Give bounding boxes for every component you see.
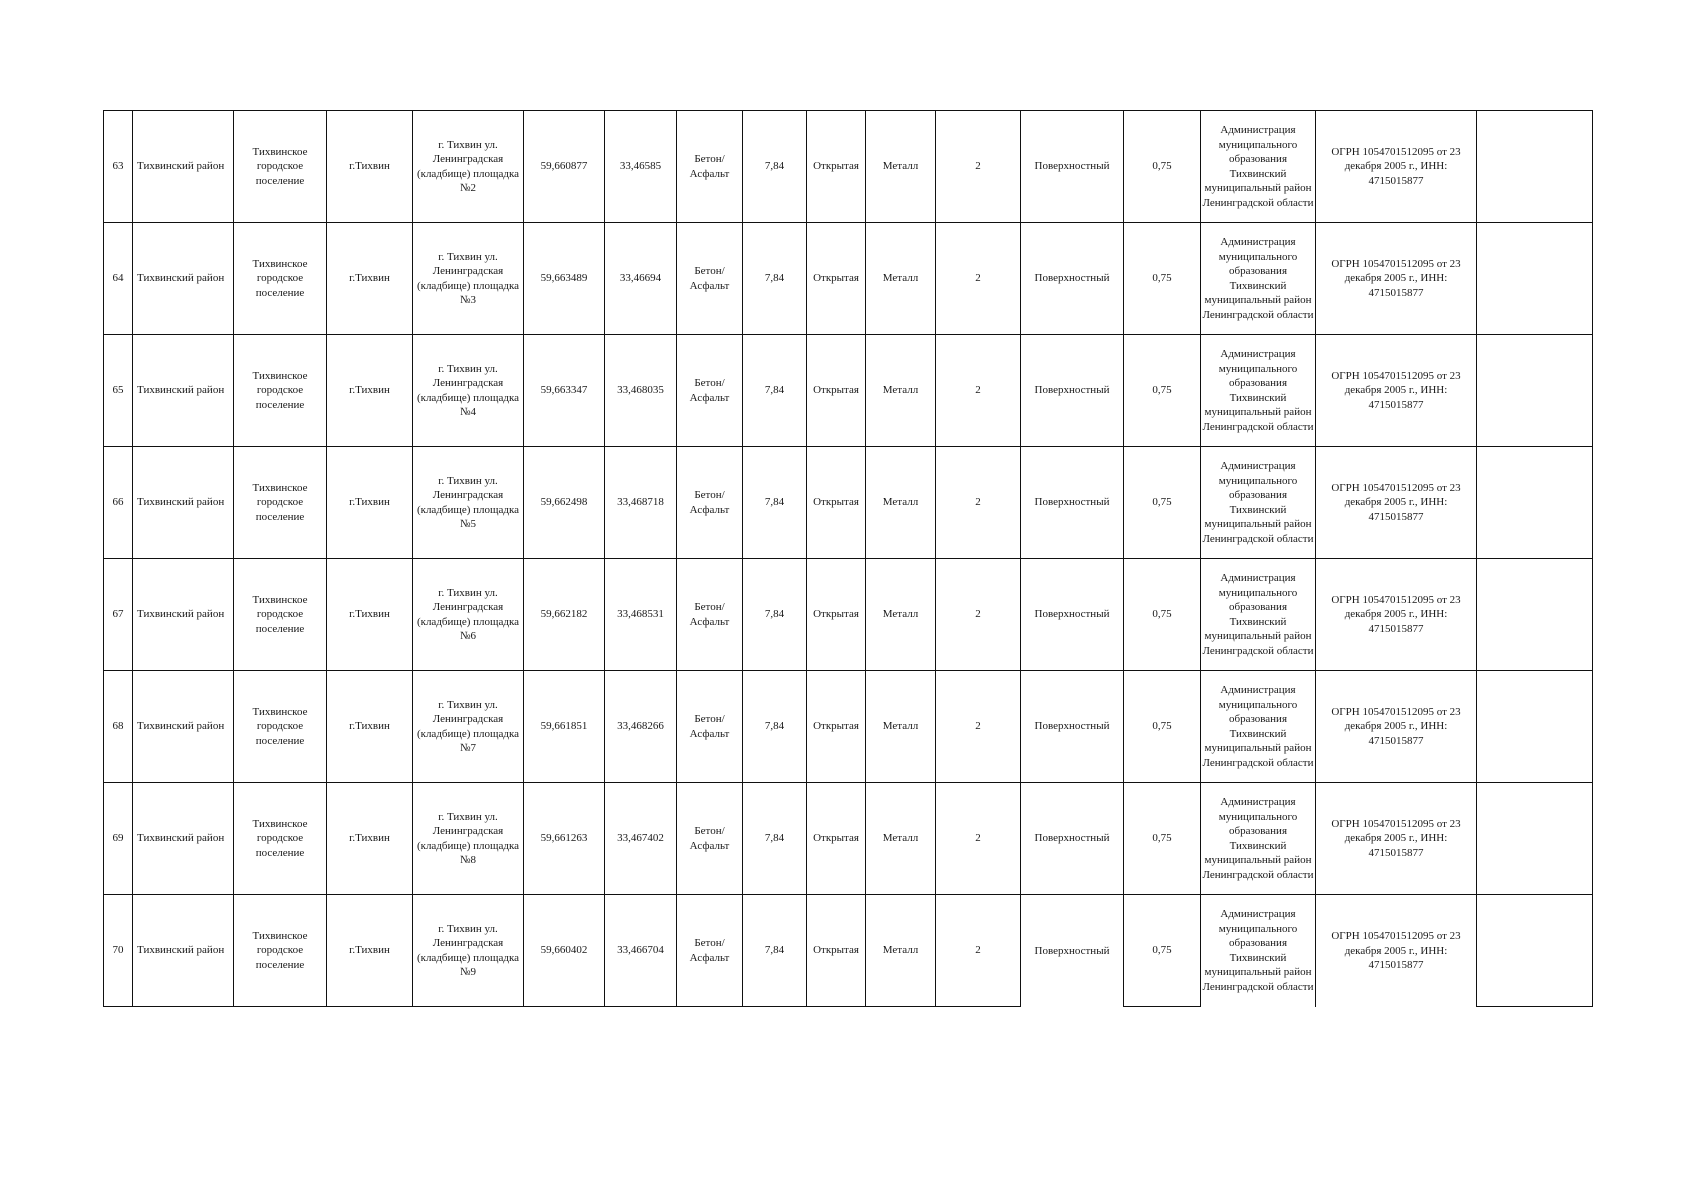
cell-area: 7,84 <box>743 783 807 895</box>
cell-volume: 0,75 <box>1124 783 1201 895</box>
table-row <box>104 447 1593 559</box>
cell-material: Металл <box>866 335 936 447</box>
cell-latitude: 59,663489 <box>524 223 605 335</box>
cell-site-type: Открытая <box>807 671 866 783</box>
cell-collection-method: Поверхностный <box>1021 783 1124 895</box>
cell-district: Тихвинский район <box>133 335 234 447</box>
cell-note <box>1477 559 1593 671</box>
cell-site-type: Открытая <box>807 783 866 895</box>
cell-settlement: Тихвинское городское поселение <box>234 895 327 1007</box>
cell-ogrn: ОГРН 1054701512095 от 23 декабря 2005 г., ИНН: 4715015877 <box>1316 783 1477 895</box>
cell-owner: Администрация муниципального образования Тихвинский муниципальный район Ленинградской области <box>1201 447 1316 559</box>
cell-district: Тихвинский район <box>133 223 234 335</box>
cell-ogrn: ОГРН 1054701512095 от 23 декабря 2005 г., ИНН: 4715015877 <box>1316 223 1477 335</box>
cell-surface: Бетон/Асфальт <box>677 223 743 335</box>
cell-settlement: Тихвинское городское поселение <box>234 559 327 671</box>
cell-row-number: 66 <box>104 447 133 559</box>
cell-address: г. Тихвин ул. Ленинградская (кладбище) площадка №5 <box>413 447 524 559</box>
cell-collection-method: Поверхностный <box>1021 447 1124 559</box>
cell-owner: Администрация муниципального образования Тихвинский муниципальный район Ленинградской области <box>1201 111 1316 223</box>
cell-container-count: 2 <box>936 671 1021 783</box>
cell-material: Металл <box>866 559 936 671</box>
cell-material: Металл <box>866 447 936 559</box>
cell-settlement: Тихвинское городское поселение <box>234 447 327 559</box>
cell-city: г.Тихвин <box>327 783 413 895</box>
cell-district: Тихвинский район <box>133 559 234 671</box>
cell-latitude: 59,662182 <box>524 559 605 671</box>
cell-volume: 0,75 <box>1124 447 1201 559</box>
table-row <box>104 335 1593 447</box>
cell-latitude: 59,660402 <box>524 895 605 1007</box>
cell-longitude: 33,467402 <box>605 783 677 895</box>
cell-district: Тихвинский район <box>133 895 234 1007</box>
cell-container-count: 2 <box>936 895 1021 1007</box>
cell-owner: Администрация муниципального образования Тихвинский муниципальный район Ленинградской области <box>1201 559 1316 671</box>
cell-material: Металл <box>866 671 936 783</box>
cell-longitude: 33,468266 <box>605 671 677 783</box>
cell-area: 7,84 <box>743 335 807 447</box>
waste-sites-table <box>103 110 1593 1007</box>
cell-container-count: 2 <box>936 783 1021 895</box>
table-row <box>104 559 1593 671</box>
cell-city: г.Тихвин <box>327 447 413 559</box>
cell-volume: 0,75 <box>1124 111 1201 223</box>
cell-longitude: 33,468035 <box>605 335 677 447</box>
cell-row-number: 63 <box>104 111 133 223</box>
cell-site-type: Открытая <box>807 111 866 223</box>
cell-owner: Администрация муниципального образования Тихвинский муниципальный район Ленинградской области <box>1201 335 1316 447</box>
cell-area: 7,84 <box>743 223 807 335</box>
cell-surface: Бетон/Асфальт <box>677 559 743 671</box>
cell-surface: Бетон/Асфальт <box>677 895 743 1007</box>
cell-volume: 0,75 <box>1124 223 1201 335</box>
cell-district: Тихвинский район <box>133 447 234 559</box>
cell-address: г. Тихвин ул. Ленинградская (кладбище) площадка №3 <box>413 223 524 335</box>
cell-container-count: 2 <box>936 223 1021 335</box>
cell-container-count: 2 <box>936 447 1021 559</box>
cell-settlement: Тихвинское городское поселение <box>234 335 327 447</box>
table-row <box>104 671 1593 783</box>
cell-latitude: 59,663347 <box>524 335 605 447</box>
cell-district: Тихвинский район <box>133 783 234 895</box>
cell-surface: Бетон/Асфальт <box>677 671 743 783</box>
cell-area: 7,84 <box>743 447 807 559</box>
cell-surface: Бетон/Асфальт <box>677 111 743 223</box>
cell-owner: Администрация муниципального образования Тихвинский муниципальный район Ленинградской области <box>1201 671 1316 783</box>
cell-collection-method: Поверхностный <box>1021 671 1124 783</box>
cell-district: Тихвинский район <box>133 671 234 783</box>
cell-longitude: 33,46585 <box>605 111 677 223</box>
cell-settlement: Тихвинское городское поселение <box>234 111 327 223</box>
cell-latitude: 59,661851 <box>524 671 605 783</box>
cell-container-count: 2 <box>936 559 1021 671</box>
cell-owner: Администрация муниципального образования Тихвинский муниципальный район Ленинградской области <box>1201 895 1316 1007</box>
cell-latitude: 59,660877 <box>524 111 605 223</box>
cell-owner: Администрация муниципального образования Тихвинский муниципальный район Ленинградской области <box>1201 223 1316 335</box>
cell-city: г.Тихвин <box>327 559 413 671</box>
cell-settlement: Тихвинское городское поселение <box>234 783 327 895</box>
cell-site-type: Открытая <box>807 895 866 1007</box>
cell-area: 7,84 <box>743 559 807 671</box>
cell-city: г.Тихвин <box>327 223 413 335</box>
cell-address: г. Тихвин ул. Ленинградская (кладбище) площадка №6 <box>413 559 524 671</box>
cell-ogrn: ОГРН 1054701512095 от 23 декабря 2005 г., ИНН: 4715015877 <box>1316 335 1477 447</box>
cell-settlement: Тихвинское городское поселение <box>234 223 327 335</box>
table-row <box>104 895 1593 1007</box>
cell-collection-method: Поверхностный <box>1021 335 1124 447</box>
cell-ogrn: ОГРН 1054701512095 от 23 декабря 2005 г., ИНН: 4715015877 <box>1316 447 1477 559</box>
cell-material: Металл <box>866 223 936 335</box>
cell-row-number: 69 <box>104 783 133 895</box>
cell-ogrn: ОГРН 1054701512095 от 23 декабря 2005 г., ИНН: 4715015877 <box>1316 111 1477 223</box>
cell-address: г. Тихвин ул. Ленинградская (кладбище) площадка №8 <box>413 783 524 895</box>
cell-city: г.Тихвин <box>327 335 413 447</box>
cell-address: г. Тихвин ул. Ленинградская (кладбище) площадка №2 <box>413 111 524 223</box>
cell-volume: 0,75 <box>1124 671 1201 783</box>
cell-collection-method: Поверхностный <box>1021 559 1124 671</box>
cell-row-number: 68 <box>104 671 133 783</box>
cell-surface: Бетон/Асфальт <box>677 447 743 559</box>
cell-collection-method: Поверхностный <box>1021 895 1124 1007</box>
cell-note <box>1477 895 1593 1007</box>
cell-latitude: 59,661263 <box>524 783 605 895</box>
cell-row-number: 67 <box>104 559 133 671</box>
cell-longitude: 33,468718 <box>605 447 677 559</box>
cell-row-number: 64 <box>104 223 133 335</box>
cell-container-count: 2 <box>936 111 1021 223</box>
cell-latitude: 59,662498 <box>524 447 605 559</box>
cell-collection-method: Поверхностный <box>1021 223 1124 335</box>
table-body <box>104 111 1593 1007</box>
cell-area: 7,84 <box>743 671 807 783</box>
cell-volume: 0,75 <box>1124 559 1201 671</box>
cell-ogrn: ОГРН 1054701512095 от 23 декабря 2005 г., ИНН: 4715015877 <box>1316 671 1477 783</box>
cell-material: Металл <box>866 895 936 1007</box>
cell-longitude: 33,46694 <box>605 223 677 335</box>
cell-address: г. Тихвин ул. Ленинградская (кладбище) площадка №7 <box>413 671 524 783</box>
cell-settlement: Тихвинское городское поселение <box>234 671 327 783</box>
cell-container-count: 2 <box>936 335 1021 447</box>
cell-surface: Бетон/Асфальт <box>677 335 743 447</box>
cell-ogrn: ОГРН 1054701512095 от 23 декабря 2005 г., ИНН: 4715015877 <box>1316 895 1477 1007</box>
cell-site-type: Открытая <box>807 335 866 447</box>
cell-note <box>1477 111 1593 223</box>
cell-note <box>1477 671 1593 783</box>
cell-collection-method: Поверхностный <box>1021 111 1124 223</box>
table-row <box>104 223 1593 335</box>
cell-row-number: 65 <box>104 335 133 447</box>
cell-site-type: Открытая <box>807 559 866 671</box>
cell-site-type: Открытая <box>807 223 866 335</box>
cell-surface: Бетон/Асфальт <box>677 783 743 895</box>
cell-area: 7,84 <box>743 895 807 1007</box>
cell-address: г. Тихвин ул. Ленинградская (кладбище) площадка №9 <box>413 895 524 1007</box>
cell-district: Тихвинский район <box>133 111 234 223</box>
table-row <box>104 783 1593 895</box>
cell-note <box>1477 447 1593 559</box>
table-row <box>104 111 1593 223</box>
cell-address: г. Тихвин ул. Ленинградская (кладбище) площадка №4 <box>413 335 524 447</box>
cell-material: Металл <box>866 783 936 895</box>
cell-ogrn: ОГРН 1054701512095 от 23 декабря 2005 г., ИНН: 4715015877 <box>1316 559 1477 671</box>
cell-city: г.Тихвин <box>327 671 413 783</box>
cell-note <box>1477 335 1593 447</box>
cell-material: Металл <box>866 111 936 223</box>
cell-site-type: Открытая <box>807 447 866 559</box>
cell-note <box>1477 783 1593 895</box>
cell-longitude: 33,468531 <box>605 559 677 671</box>
cell-city: г.Тихвин <box>327 111 413 223</box>
cell-row-number: 70 <box>104 895 133 1007</box>
cell-owner: Администрация муниципального образования Тихвинский муниципальный район Ленинградской области <box>1201 783 1316 895</box>
cell-volume: 0,75 <box>1124 895 1201 1007</box>
cell-volume: 0,75 <box>1124 335 1201 447</box>
cell-note <box>1477 223 1593 335</box>
cell-area: 7,84 <box>743 111 807 223</box>
cell-city: г.Тихвин <box>327 895 413 1007</box>
cell-longitude: 33,466704 <box>605 895 677 1007</box>
